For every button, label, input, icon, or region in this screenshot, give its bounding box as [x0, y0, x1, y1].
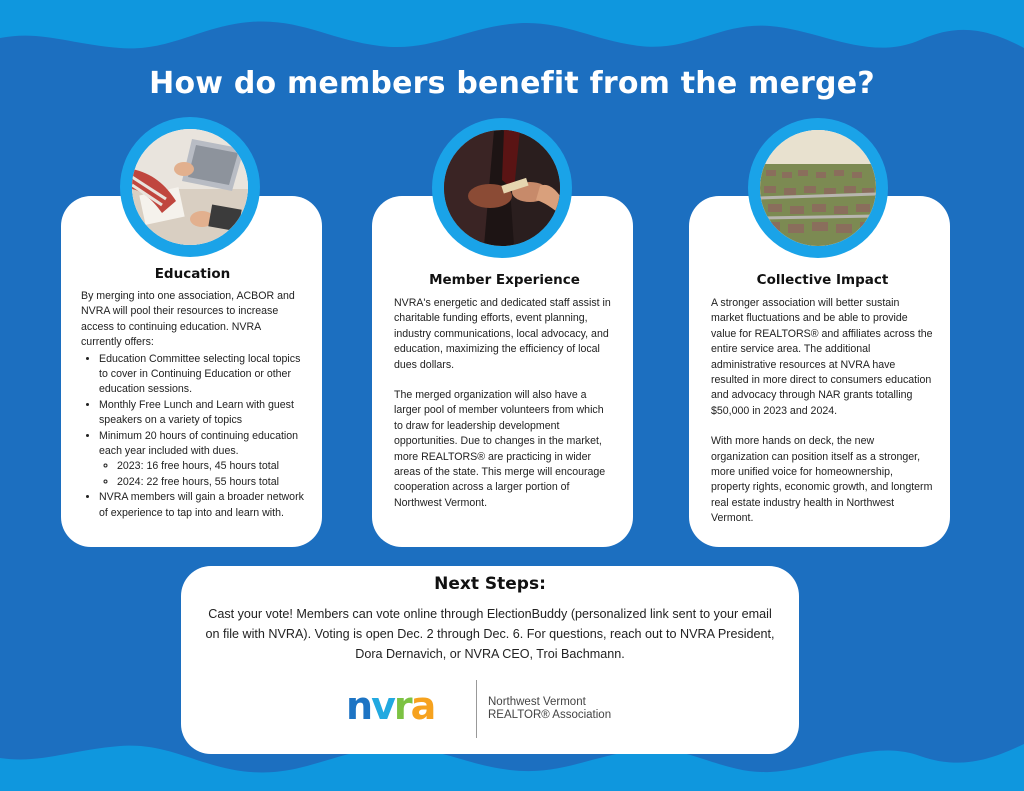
top-wave: [0, 0, 1024, 48]
handshake-card-photo: [444, 130, 560, 246]
laptop-study-photo: [132, 129, 248, 245]
member-experience-para: NVRA's energetic and dedicated staff assist in charitable funding efforts, event planning, industry communications, local advocacy, and education, maximizing the efficiency of local dues dollars.: [394, 297, 611, 371]
education-heading: Education: [154, 266, 231, 282]
education-photo: [120, 117, 260, 257]
education-sub-bullet: ◦ 2024: 22 free hours, 55 hours total: [117, 475, 304, 490]
nvra-logo: [346, 680, 646, 738]
education-intro: By merging into one association, ACBOR and NVRA will pool their resources to increase access to continuing education. NVRA currently offers:: [81, 290, 295, 349]
member-experience-photo: [432, 118, 572, 258]
neighborhood-aerial-photo: [760, 130, 876, 246]
collective-impact-para: A stronger association will better sustain market fluctuations and be able to provide value for REALTORS® and affiliates across the entire service area. The additional administrative resources at NVRA have resulted in more direct to consumers education and advocacy through NAR grants totalling $50,000 in 2023 and 2024.: [711, 297, 933, 417]
education-bullet-text: Minimum 20 hours of continuing education each year included with dues.: [99, 429, 299, 458]
collective-impact-photo: [748, 118, 888, 258]
logo-line: Northwest Vermont: [488, 696, 586, 708]
collective-impact-heading: Collective Impact: [756, 272, 889, 288]
member-experience-para: The merged organization will also have a larger pool of member volunteers from which to draw for leadership development opportunities. Due to changes in the market, more REALTORS® are practicing in wider areas of the state. This merge will encourage cooperation across a larger portion of Northwest Vermont.: [394, 389, 606, 509]
education-bullet: [99, 429, 304, 491]
next-steps-heading: Next Steps:: [434, 574, 546, 594]
education-bullet: • NVRA members will gain a broader network of experience to tap into and learn with.: [99, 490, 304, 521]
logo-line: REALTOR® Association: [488, 709, 612, 721]
education-bullet: • Monthly Free Lunch and Learn with guest speakers on a variety of topics: [99, 398, 304, 429]
next-steps-panel: [181, 566, 799, 754]
education-list: [81, 352, 304, 521]
logo-letter: r: [393, 684, 411, 728]
member-experience-heading: Member Experience: [429, 272, 580, 288]
logo-text: [488, 696, 611, 722]
education-bullet: • Education Committee selecting local topics to cover in Continuing Education or other education sessions.: [99, 352, 304, 398]
nvra-wordmark: [346, 684, 434, 728]
next-steps-body: Cast your vote! Members can vote online through ElectionBuddy (personalized link sent to your email on file with NVRA). Voting is open Dec. 2 through Dec. 6. For questions, reach out to NVRA President, Dora Dernavich, or NVRA CEO, Troi Bachmann.: [205, 607, 775, 661]
logo-letter: v: [371, 684, 394, 728]
logo-divider: [476, 680, 477, 738]
logo-letter: a: [410, 684, 435, 728]
education-sub-bullet: ◦ 2023: 16 free hours, 45 hours total: [117, 459, 304, 474]
logo-letter: n: [346, 684, 372, 728]
collective-impact-para: With more hands on deck, the new organization can position itself as a stronger, more unified voice for homeownership, property rights, economic growth, and longterm real estate industry health in Northwest Vermont.: [711, 435, 933, 525]
education-sub-list: [99, 459, 304, 490]
page-title: How do members benefit from the merge?: [149, 66, 875, 101]
